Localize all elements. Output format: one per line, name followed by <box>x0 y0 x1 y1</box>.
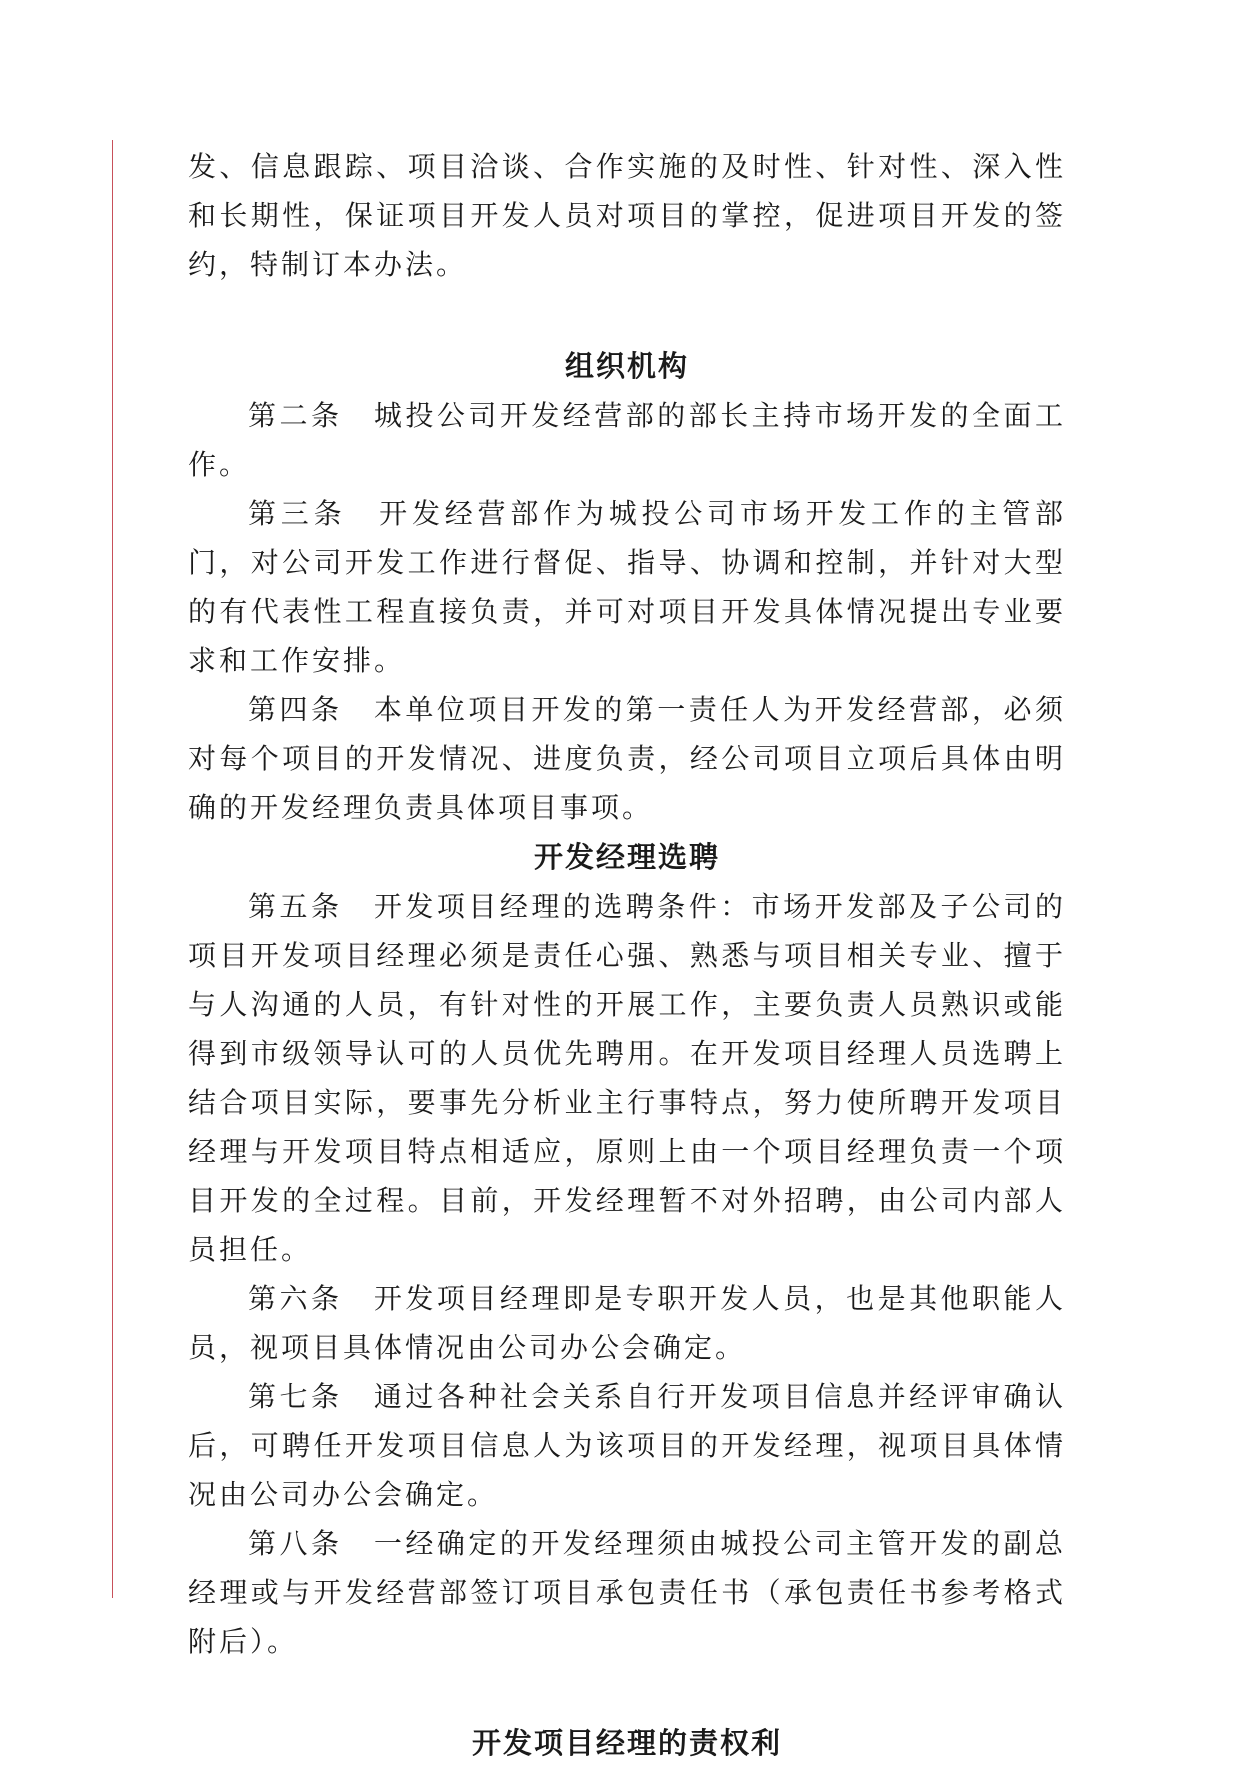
article-4: 第四条 本单位项目开发的第一责任人为开发经营部，必须对每个项目的开发情况、进度负责，经公司项目立项后具体由明确的开发经理负责具体项目事项。 <box>188 693 1066 824</box>
section-heading-rights: 开发项目经理的责权利 <box>471 1726 782 1760</box>
article-6: 第六条 开发项目经理即是专职开发人员，也是其他职能人员，视项目具体情况由公司办公会确定。 <box>188 1282 1066 1364</box>
article-8: 第八条 一经确定的开发经理须由城投公司主管开发的副总经理或与开发经营部签订项目承包责任书（承包责任书参考格式附后）。 <box>188 1527 1066 1658</box>
section-heading-org: 组织机构 <box>564 349 689 383</box>
document-page <box>188 142 1066 1768</box>
margin-rule <box>112 140 113 1598</box>
section-heading-recruit: 开发经理选聘 <box>533 840 720 874</box>
article-5: 第五条 开发项目经理的选聘条件：市场开发部及子公司的项目开发项目经理必须是责任心强、熟悉与项目相关专业、擅于与人沟通的人员，有针对性的开展工作，主要负责人员熟识或能得到市级领导认可的人员优先聘用。在开发项目经理人员选聘上结合项目实际，要事先分析业主行事特点，努力使所聘开发项目经理与开发项目特点相适应，原则上由一个项目经理负责一个项目开发的全过程。目前，开发经理暂不对外招聘，由公司内部人员担任。 <box>188 890 1066 1266</box>
article-7: 第七条 通过各种社会关系自行开发项目信息并经评审确认后，可聘任开发项目信息人为该项目的开发经理，视项目具体情况由公司办公会确定。 <box>188 1380 1066 1511</box>
intro-paragraph: 发、信息跟踪、项目洽谈、合作实施的及时性、针对性、深入性和长期性，保证项目开发人员对项目的掌控，促进项目开发的签约，特制订本办法。 <box>188 150 1066 281</box>
article-2: 第二条 城投公司开发经营部的部长主持市场开发的全面工作。 <box>188 399 1066 481</box>
article-3: 第三条 开发经营部作为城投公司市场开发工作的主管部门，对公司开发工作进行督促、指导、协调和控制，并针对大型的有代表性工程直接负责，并可对项目开发具体情况提出专业要求和工作安排。 <box>188 497 1066 677</box>
